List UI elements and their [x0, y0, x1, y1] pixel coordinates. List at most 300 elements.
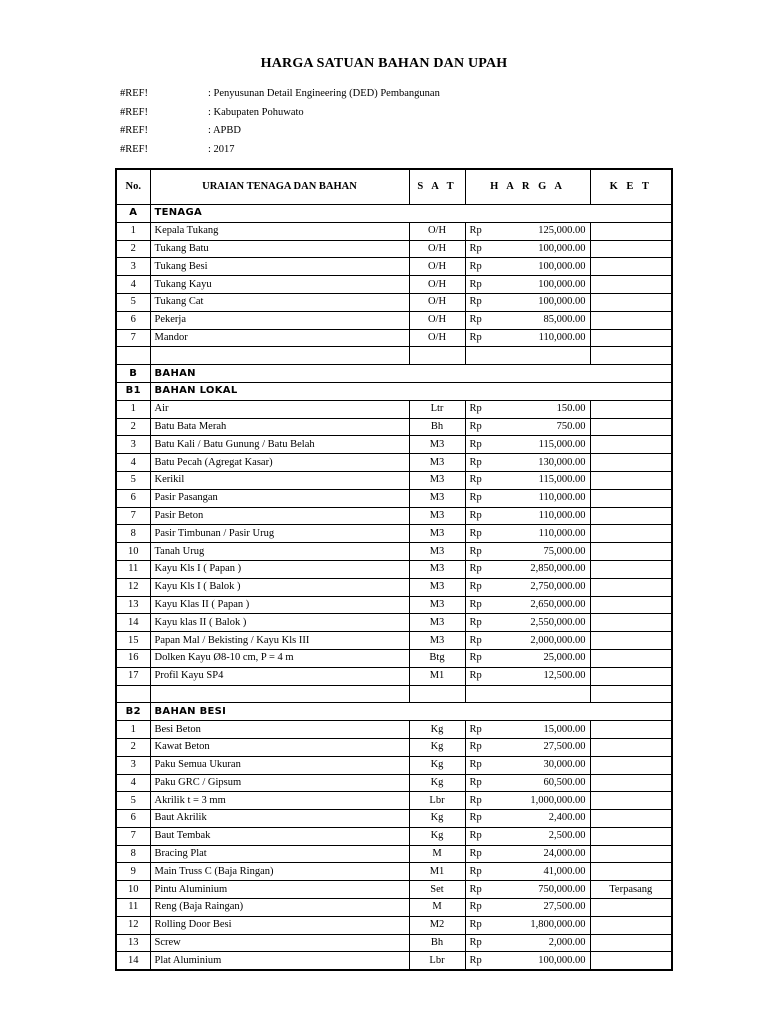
item-unit: O/H [409, 258, 465, 276]
currency-label: Rp [465, 774, 499, 792]
row-number: 5 [116, 471, 150, 489]
empty-cell [590, 347, 672, 365]
item-price: 130,000.00 [499, 454, 590, 472]
currency-label: Rp [465, 827, 499, 845]
item-description: Batu Pecah (Agregat Kasar) [150, 454, 409, 472]
table-body [116, 205, 672, 971]
item-price: 100,000.00 [499, 258, 590, 276]
item-unit: M3 [409, 596, 465, 614]
table-row [116, 881, 672, 899]
item-description: Pasir Beton [150, 507, 409, 525]
section-title: BAHAN LOKAL [150, 382, 409, 400]
item-unit: Bh [409, 418, 465, 436]
item-note [590, 311, 672, 329]
blank-row [116, 685, 672, 703]
item-price: 85,000.00 [499, 311, 590, 329]
item-description: Pekerja [150, 311, 409, 329]
item-description: Screw [150, 934, 409, 952]
item-description: Baut Akrilik [150, 810, 409, 828]
currency-label: Rp [465, 614, 499, 632]
item-description: Kepala Tukang [150, 222, 409, 240]
item-note [590, 738, 672, 756]
item-unit: M3 [409, 436, 465, 454]
table-row [116, 454, 672, 472]
item-note [590, 507, 672, 525]
row-number: 2 [116, 240, 150, 258]
row-number: 10 [116, 543, 150, 561]
table-row [116, 614, 672, 632]
row-number: 11 [116, 899, 150, 917]
row-number: 3 [116, 436, 150, 454]
item-unit: Btg [409, 649, 465, 667]
column-header-ket: K E T [590, 169, 672, 205]
column-header-uraian: URAIAN TENAGA DAN BAHAN [150, 169, 409, 205]
empty-cell [465, 347, 590, 365]
item-unit: Kg [409, 810, 465, 828]
item-unit: M3 [409, 578, 465, 596]
row-number: 9 [116, 863, 150, 881]
table-row [116, 578, 672, 596]
item-note [590, 596, 672, 614]
item-price: 2,000.00 [499, 934, 590, 952]
info-value: : Kabupaten Pohuwato [208, 106, 304, 118]
item-price: 1,000,000.00 [499, 792, 590, 810]
item-unit: Kg [409, 774, 465, 792]
item-unit: Kg [409, 827, 465, 845]
item-note [590, 400, 672, 418]
info-key: #REF! [120, 143, 149, 155]
table-row [116, 311, 672, 329]
item-unit: Ltr [409, 400, 465, 418]
currency-label: Rp [465, 721, 499, 739]
table-row [116, 774, 672, 792]
table-row [116, 721, 672, 739]
item-note [590, 222, 672, 240]
item-description: Kayu Kls I ( Papan ) [150, 560, 409, 578]
section-title: TENAGA [150, 205, 409, 223]
item-description: Paku GRC / Gipsum [150, 774, 409, 792]
section-title: BAHAN [150, 365, 409, 383]
currency-label: Rp [465, 276, 499, 294]
info-value: : 2017 [208, 143, 235, 155]
row-number: 4 [116, 454, 150, 472]
table-row [116, 792, 672, 810]
table-row [116, 756, 672, 774]
item-note [590, 525, 672, 543]
row-number: 12 [116, 578, 150, 596]
item-note [590, 899, 672, 917]
item-note [590, 614, 672, 632]
section-filler [409, 205, 672, 223]
table-row [116, 471, 672, 489]
row-number: 15 [116, 632, 150, 650]
item-unit: O/H [409, 276, 465, 294]
currency-label: Rp [465, 471, 499, 489]
row-number: 6 [116, 810, 150, 828]
currency-label: Rp [465, 756, 499, 774]
table-row [116, 845, 672, 863]
item-note [590, 649, 672, 667]
column-header-harga: H A R G A [465, 169, 590, 205]
currency-label: Rp [465, 436, 499, 454]
item-unit: O/H [409, 329, 465, 347]
item-description: Papan Mal / Bekisting / Kayu Kls III [150, 632, 409, 650]
table-row [116, 507, 672, 525]
item-description: Baut Tembak [150, 827, 409, 845]
section-code: A [116, 205, 150, 223]
table-row [116, 632, 672, 650]
item-note [590, 845, 672, 863]
item-unit: Lbr [409, 792, 465, 810]
section-row [116, 382, 672, 400]
row-number: 8 [116, 525, 150, 543]
currency-label: Rp [465, 578, 499, 596]
row-number: 3 [116, 756, 150, 774]
item-unit: M3 [409, 471, 465, 489]
item-unit: Kg [409, 738, 465, 756]
row-number: 6 [116, 489, 150, 507]
table-row [116, 667, 672, 685]
item-price: 2,500.00 [499, 827, 590, 845]
item-price: 125,000.00 [499, 222, 590, 240]
empty-cell [150, 685, 409, 703]
table-header-row [116, 169, 672, 205]
item-description: Pintu Aluminium [150, 881, 409, 899]
item-description: Batu Bata Merah [150, 418, 409, 436]
empty-cell [150, 347, 409, 365]
item-price: 24,000.00 [499, 845, 590, 863]
item-description: Air [150, 400, 409, 418]
currency-label: Rp [465, 400, 499, 418]
item-price: 75,000.00 [499, 543, 590, 561]
item-note: Terpasang [590, 881, 672, 899]
item-unit: M [409, 899, 465, 917]
item-note [590, 578, 672, 596]
currency-label: Rp [465, 489, 499, 507]
row-number: 1 [116, 222, 150, 240]
item-price: 115,000.00 [499, 471, 590, 489]
row-number: 5 [116, 792, 150, 810]
table-row [116, 863, 672, 881]
info-value: : APBD [208, 125, 241, 136]
table-row [116, 649, 672, 667]
table-row [116, 400, 672, 418]
item-description: Reng (Baja Raingan) [150, 899, 409, 917]
column-header-sat: S A T [409, 169, 465, 205]
currency-label: Rp [465, 632, 499, 650]
item-unit: M3 [409, 489, 465, 507]
item-unit: M2 [409, 916, 465, 934]
item-description: Main Truss C (Baja Ringan) [150, 863, 409, 881]
item-unit: Set [409, 881, 465, 899]
row-number: 16 [116, 649, 150, 667]
section-row [116, 365, 672, 383]
item-description: Profil Kayu SP4 [150, 667, 409, 685]
item-note [590, 489, 672, 507]
item-price: 1,800,000.00 [499, 916, 590, 934]
table-row [116, 596, 672, 614]
blank-row [116, 347, 672, 365]
table-row [116, 916, 672, 934]
item-note [590, 756, 672, 774]
item-price: 15,000.00 [499, 721, 590, 739]
row-number: 6 [116, 311, 150, 329]
item-price: 60,500.00 [499, 774, 590, 792]
item-note [590, 258, 672, 276]
currency-label: Rp [465, 454, 499, 472]
item-description: Tukang Cat [150, 293, 409, 311]
project-info-row [120, 125, 440, 144]
item-unit: Bh [409, 934, 465, 952]
empty-cell [409, 347, 465, 365]
item-note [590, 792, 672, 810]
item-description: Pasir Timbunan / Pasir Urug [150, 525, 409, 543]
info-key: #REF! [120, 106, 149, 118]
table-row [116, 952, 672, 970]
item-unit: M3 [409, 632, 465, 650]
item-unit: Lbr [409, 952, 465, 970]
table-row [116, 934, 672, 952]
item-note [590, 293, 672, 311]
row-number: 7 [116, 329, 150, 347]
item-note [590, 863, 672, 881]
project-info-row [120, 88, 440, 107]
item-unit: Kg [409, 721, 465, 739]
price-table [115, 168, 673, 971]
item-note [590, 436, 672, 454]
item-price: 2,850,000.00 [499, 560, 590, 578]
item-price: 12,500.00 [499, 667, 590, 685]
item-price: 150.00 [499, 400, 590, 418]
currency-label: Rp [465, 418, 499, 436]
currency-label: Rp [465, 507, 499, 525]
currency-label: Rp [465, 881, 499, 899]
row-number: 11 [116, 560, 150, 578]
table-row [116, 738, 672, 756]
item-note [590, 632, 672, 650]
item-unit: O/H [409, 311, 465, 329]
section-filler [409, 365, 672, 383]
currency-label: Rp [465, 738, 499, 756]
item-price: 2,650,000.00 [499, 596, 590, 614]
item-description: Kerikil [150, 471, 409, 489]
item-note [590, 952, 672, 970]
currency-label: Rp [465, 525, 499, 543]
item-price: 25,000.00 [499, 649, 590, 667]
table-row [116, 240, 672, 258]
item-unit: Kg [409, 756, 465, 774]
item-unit: M1 [409, 667, 465, 685]
table-row [116, 899, 672, 917]
info-key: #REF! [120, 88, 149, 99]
section-filler [409, 703, 672, 721]
currency-label: Rp [465, 934, 499, 952]
row-number: 7 [116, 827, 150, 845]
currency-label: Rp [465, 258, 499, 276]
currency-label: Rp [465, 543, 499, 561]
item-note [590, 560, 672, 578]
row-number: 5 [116, 293, 150, 311]
info-key: #REF! [120, 125, 149, 136]
section-row [116, 703, 672, 721]
item-price: 27,500.00 [499, 899, 590, 917]
table-row [116, 560, 672, 578]
project-info-row [120, 107, 440, 126]
row-number: 1 [116, 721, 150, 739]
item-unit: O/H [409, 240, 465, 258]
currency-label: Rp [465, 311, 499, 329]
table-row [116, 827, 672, 845]
item-unit: M3 [409, 543, 465, 561]
currency-label: Rp [465, 952, 499, 970]
row-number: 10 [116, 881, 150, 899]
item-note [590, 934, 672, 952]
item-description: Kayu Klas II ( Papan ) [150, 596, 409, 614]
currency-label: Rp [465, 222, 499, 240]
item-description: Plat Aluminium [150, 952, 409, 970]
item-price: 30,000.00 [499, 756, 590, 774]
item-price: 2,750,000.00 [499, 578, 590, 596]
row-number: 13 [116, 596, 150, 614]
row-number: 14 [116, 614, 150, 632]
item-unit: M [409, 845, 465, 863]
item-price: 110,000.00 [499, 507, 590, 525]
item-price: 100,000.00 [499, 276, 590, 294]
item-note [590, 276, 672, 294]
currency-label: Rp [465, 560, 499, 578]
item-description: Bracing Plat [150, 845, 409, 863]
empty-cell [590, 685, 672, 703]
item-price: 750,000.00 [499, 881, 590, 899]
currency-label: Rp [465, 810, 499, 828]
row-number: 13 [116, 934, 150, 952]
row-number: 2 [116, 738, 150, 756]
row-number: 17 [116, 667, 150, 685]
currency-label: Rp [465, 240, 499, 258]
currency-label: Rp [465, 596, 499, 614]
currency-label: Rp [465, 293, 499, 311]
empty-cell [116, 347, 150, 365]
currency-label: Rp [465, 845, 499, 863]
table-row [116, 543, 672, 561]
item-price: 115,000.00 [499, 436, 590, 454]
item-unit: M3 [409, 507, 465, 525]
item-note [590, 471, 672, 489]
row-number: 14 [116, 952, 150, 970]
item-note [590, 810, 672, 828]
row-number: 4 [116, 276, 150, 294]
currency-label: Rp [465, 916, 499, 934]
item-price: 110,000.00 [499, 329, 590, 347]
table-row [116, 436, 672, 454]
item-description: Kayu Kls I ( Balok ) [150, 578, 409, 596]
item-price: 41,000.00 [499, 863, 590, 881]
section-filler [409, 382, 672, 400]
row-number: 1 [116, 400, 150, 418]
item-unit: M1 [409, 863, 465, 881]
row-number: 3 [116, 258, 150, 276]
item-description: Tukang Besi [150, 258, 409, 276]
item-note [590, 827, 672, 845]
item-note [590, 454, 672, 472]
item-note [590, 774, 672, 792]
item-note [590, 543, 672, 561]
item-price: 110,000.00 [499, 525, 590, 543]
row-number: 12 [116, 916, 150, 934]
currency-label: Rp [465, 329, 499, 347]
currency-label: Rp [465, 863, 499, 881]
section-code: B1 [116, 382, 150, 400]
row-number: 7 [116, 507, 150, 525]
column-header-no: No. [116, 169, 150, 205]
row-number: 2 [116, 418, 150, 436]
item-price: 110,000.00 [499, 489, 590, 507]
table-row [116, 525, 672, 543]
table-row [116, 293, 672, 311]
item-price: 2,550,000.00 [499, 614, 590, 632]
project-info-row [120, 144, 440, 163]
project-info [120, 88, 440, 162]
item-unit: O/H [409, 293, 465, 311]
item-description: Tukang Batu [150, 240, 409, 258]
item-price: 100,000.00 [499, 952, 590, 970]
item-price: 2,000,000.00 [499, 632, 590, 650]
item-description: Tukang Kayu [150, 276, 409, 294]
item-description: Akrilik t = 3 mm [150, 792, 409, 810]
item-price: 100,000.00 [499, 293, 590, 311]
item-price: 750.00 [499, 418, 590, 436]
item-price: 27,500.00 [499, 738, 590, 756]
item-unit: M3 [409, 525, 465, 543]
table-row [116, 810, 672, 828]
item-description: Pasir Pasangan [150, 489, 409, 507]
table-row [116, 489, 672, 507]
item-price: 2,400.00 [499, 810, 590, 828]
section-code: B [116, 365, 150, 383]
item-description: Batu Kali / Batu Gunung / Batu Belah [150, 436, 409, 454]
item-description: Mandor [150, 329, 409, 347]
item-note [590, 240, 672, 258]
item-description: Besi Beton [150, 721, 409, 739]
currency-label: Rp [465, 649, 499, 667]
item-unit: O/H [409, 222, 465, 240]
item-note [590, 667, 672, 685]
currency-label: Rp [465, 792, 499, 810]
item-note [590, 721, 672, 739]
row-number: 8 [116, 845, 150, 863]
table-row [116, 258, 672, 276]
row-number: 4 [116, 774, 150, 792]
item-unit: M3 [409, 614, 465, 632]
section-code: B2 [116, 703, 150, 721]
empty-cell [465, 685, 590, 703]
section-title: BAHAN BESI [150, 703, 409, 721]
item-note [590, 329, 672, 347]
empty-cell [116, 685, 150, 703]
info-value: : Penyusunan Detail Engineering (DED) Pembangunan [208, 88, 440, 99]
item-description: Dolken Kayu Ø8-10 cm, P = 4 m [150, 649, 409, 667]
table-row [116, 418, 672, 436]
item-price: 100,000.00 [499, 240, 590, 258]
table-row [116, 276, 672, 294]
item-note [590, 418, 672, 436]
empty-cell [409, 685, 465, 703]
page-title: HARGA SATUAN BAHAN DAN UPAH [260, 56, 508, 71]
item-description: Kayu klas II ( Balok ) [150, 614, 409, 632]
table-row [116, 329, 672, 347]
currency-label: Rp [465, 667, 499, 685]
item-description: Kawat Beton [150, 738, 409, 756]
